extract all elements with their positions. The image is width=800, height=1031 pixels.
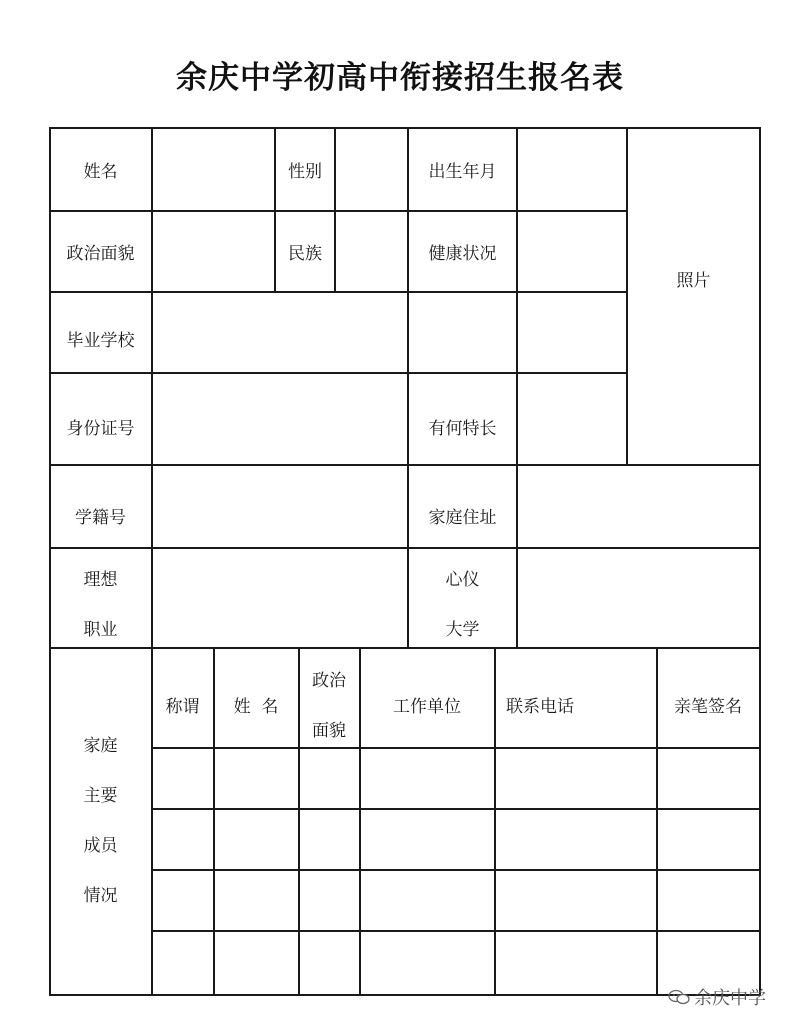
- wechat-logo-icon: [668, 989, 690, 1005]
- family-member-row[interactable]: [153, 810, 759, 868]
- id-number-label: 身份证号: [66, 418, 135, 439]
- form-title: 余庆中学初高中衔接招生报名表: [176, 60, 624, 96]
- family-label-line3: 成员: [83, 836, 118, 856]
- graduated-school-field[interactable]: [153, 293, 406, 371]
- political-status-label: 政治面貌: [66, 243, 135, 264]
- id-number-field[interactable]: [153, 374, 406, 463]
- ethnicity-field[interactable]: [336, 212, 406, 290]
- health-status-field[interactable]: [518, 212, 625, 290]
- family-label-line1: 家庭: [83, 736, 118, 756]
- home-address-field[interactable]: [518, 466, 758, 546]
- watermark-text: 余庆中学: [694, 988, 766, 1009]
- political-status-field[interactable]: [153, 212, 273, 290]
- family-member-row[interactable]: [153, 871, 759, 929]
- family-header-name: 姓 名: [233, 696, 279, 717]
- family-header-workplace: 工作单位: [393, 696, 461, 717]
- extra-field-1[interactable]: [409, 293, 515, 371]
- photo-label: 照片: [676, 270, 711, 291]
- ideal-job-label-line1: 理想: [83, 570, 118, 590]
- birth-date-field[interactable]: [518, 129, 625, 209]
- name-label: 姓名: [83, 161, 118, 182]
- table-border-bottom: [49, 994, 760, 996]
- family-header-political-line2: 面貌: [312, 720, 346, 741]
- family-header-political: [299, 656, 359, 755]
- special-skills-field[interactable]: [518, 374, 625, 463]
- family-header-signature: 亲笔签名: [674, 696, 742, 717]
- table-border-right: [759, 127, 761, 995]
- ideal-job-label-line2: 职业: [83, 620, 118, 640]
- special-skills-label: 有何特长: [428, 418, 497, 439]
- birth-date-label: 出生年月: [428, 161, 497, 182]
- graduated-school-label: 毕业学校: [66, 330, 135, 351]
- ideal-job-label: [50, 555, 151, 655]
- family-label-line4: 情况: [83, 886, 118, 906]
- family-section-label: [50, 648, 151, 994]
- extra-field-2[interactable]: [518, 293, 625, 371]
- student-number-field[interactable]: [153, 466, 406, 546]
- photo-field[interactable]: [628, 129, 758, 463]
- family-label-line2: 主要: [83, 786, 118, 806]
- gender-field[interactable]: [336, 129, 406, 209]
- ideal-university-field[interactable]: [518, 549, 758, 646]
- ideal-university-label-line1: 心仪: [445, 570, 480, 590]
- ideal-university-label: [409, 555, 516, 655]
- gender-label: 性别: [288, 161, 322, 182]
- student-number-label: 学籍号: [75, 507, 126, 528]
- wechat-watermark: [668, 984, 766, 1010]
- ideal-university-label-line2: 大学: [445, 620, 480, 640]
- family-header-phone: 联系电话: [506, 696, 574, 717]
- family-header-relation: 称谓: [165, 696, 200, 717]
- name-field[interactable]: [153, 129, 273, 209]
- home-address-label: 家庭住址: [428, 507, 497, 528]
- family-header-political-line1: 政治: [312, 670, 346, 691]
- ethnicity-label: 民族: [288, 243, 322, 264]
- family-member-row[interactable]: [153, 749, 759, 807]
- ideal-job-field[interactable]: [153, 549, 406, 646]
- health-status-label: 健康状况: [428, 243, 497, 264]
